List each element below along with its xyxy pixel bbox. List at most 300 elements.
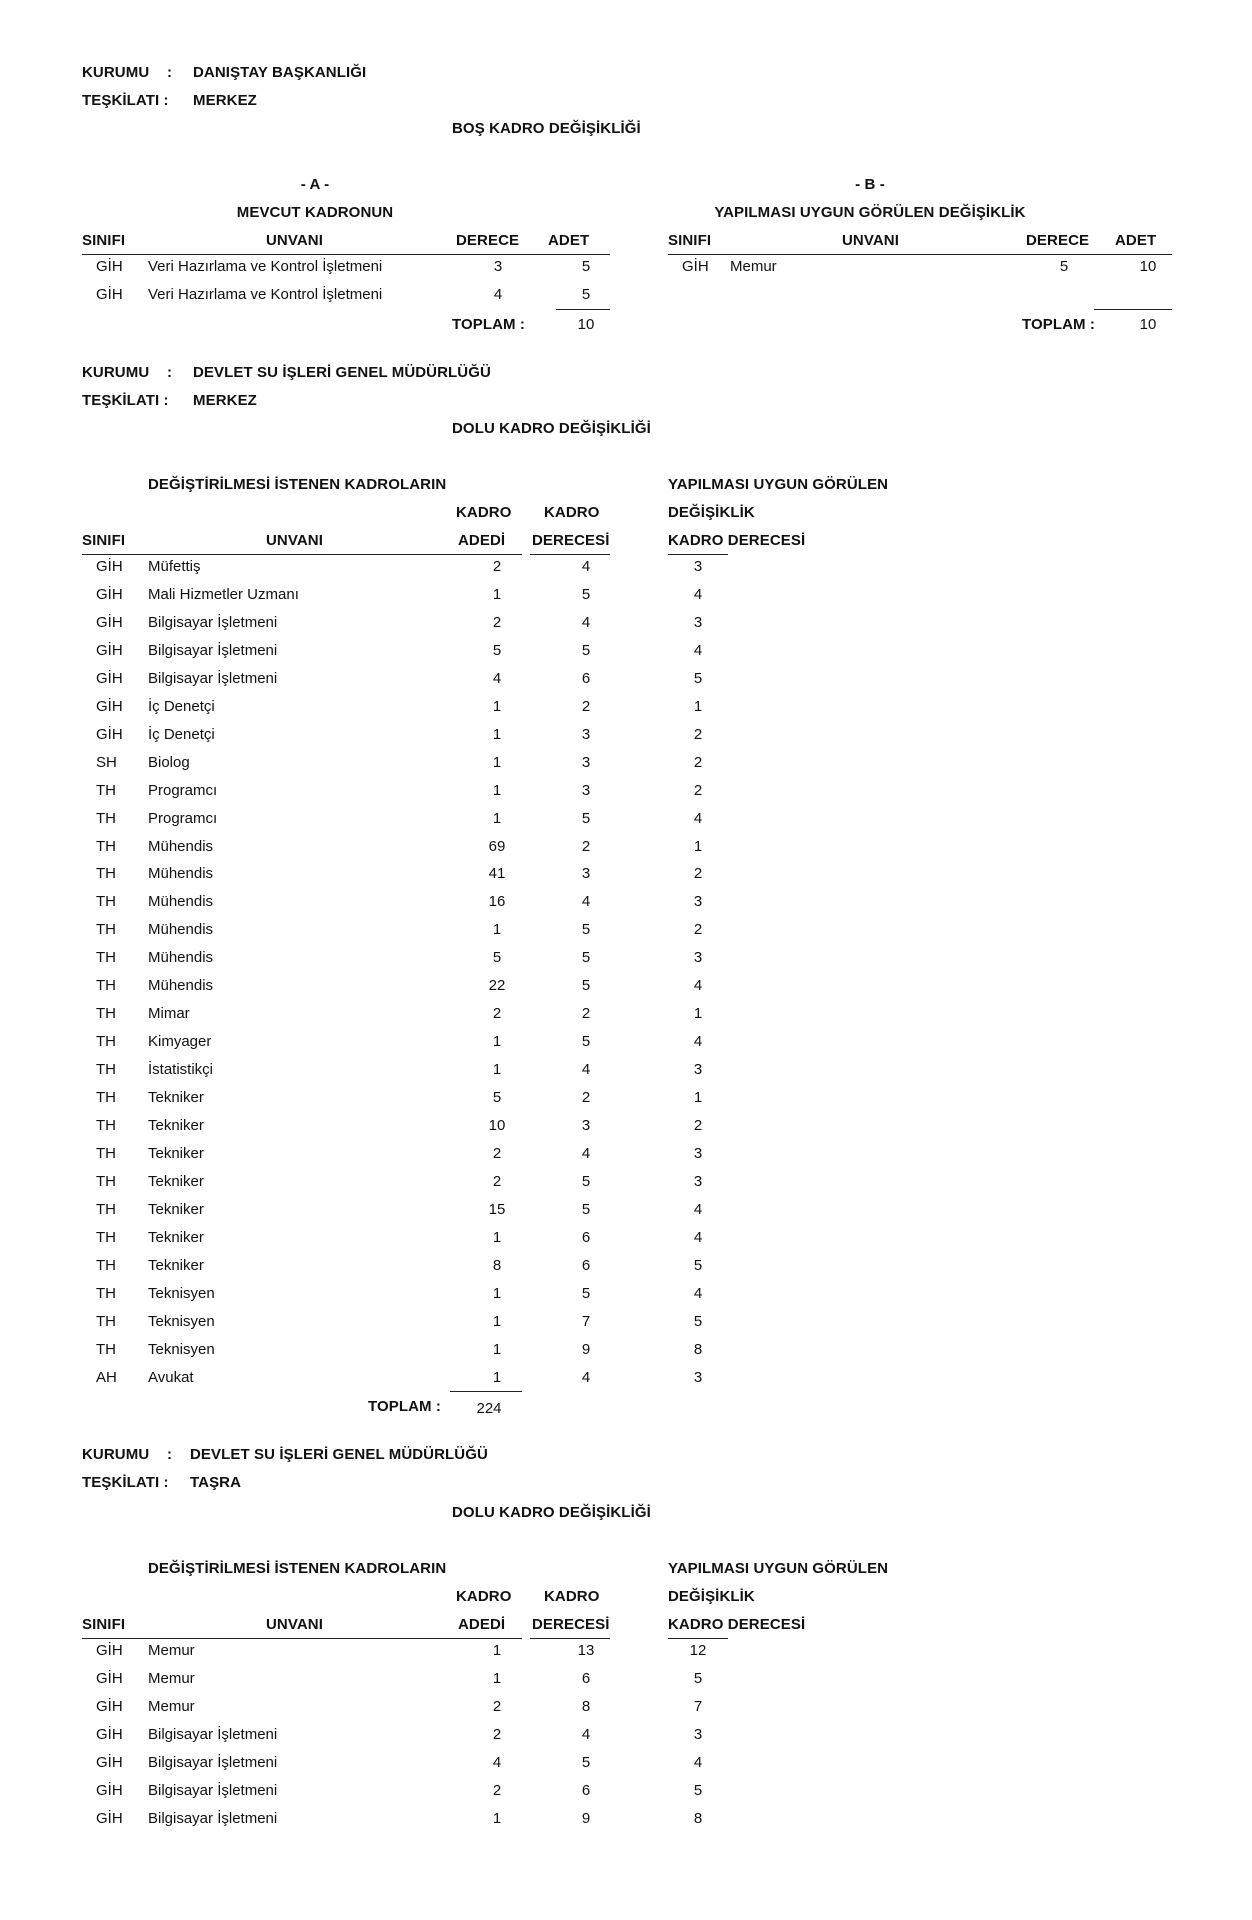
cell-sinifi: TH [96, 781, 116, 799]
cell-yeni-derece: 3 [693, 1172, 703, 1190]
cell-derecesi: 3 [581, 725, 591, 743]
table-row [0, 258, 1252, 284]
cell-yeni-derece: 5 [693, 1781, 703, 1799]
table-row [0, 810, 1252, 836]
cell-unvani: Bilgisayar İşletmeni [148, 669, 278, 687]
cell-adedi: 1 [492, 1809, 502, 1827]
cell-unvani: Memur [148, 1697, 195, 1715]
total-rule [556, 309, 610, 310]
cell-sinifi: GİH [96, 1642, 123, 1659]
cell-yeni-derece: 5 [693, 1669, 703, 1687]
cell-sinifi: GİH [96, 1809, 123, 1827]
cell-yeni-derece: 1 [693, 1089, 703, 1107]
cell-derecesi: 4 [581, 1368, 591, 1386]
cell-adedi: 1 [492, 1669, 502, 1687]
cell-adedi: 5 [492, 949, 502, 967]
kurumu-label: KURUMU [82, 364, 150, 381]
cell-derecesi: 3 [581, 753, 591, 771]
cell-unvani: Memur [148, 1642, 195, 1659]
cell-derecesi: 13 [577, 1642, 595, 1659]
cell-adedi: 1 [492, 1284, 502, 1302]
cell-unvani: Veri Hazırlama ve Kontrol İşletmeni [148, 286, 383, 303]
cell-yeni-derece: 4 [693, 585, 703, 603]
cell-adedi: 1 [492, 809, 502, 827]
cell-derecesi: 2 [581, 1089, 591, 1107]
cell-derecesi: 7 [581, 1312, 591, 1330]
right-block-title: YAPILMASI UYGUN GÖRÜLEN [668, 476, 889, 493]
cell-unvani: Mimar [148, 1005, 190, 1023]
cell-unvani: Mühendis [148, 837, 214, 855]
cell-derecesi: 5 [581, 949, 591, 967]
cell-unvani: Kimyager [148, 1033, 212, 1051]
cell-derecesi: 4 [581, 1061, 591, 1079]
col-derecesi-header: DERECESİ [532, 532, 610, 549]
cell-adedi: 69 [488, 837, 506, 855]
cell-adedi: 5 [492, 641, 502, 659]
col-sinifi-header: SINIFI [82, 232, 126, 249]
cell-sinifi: TH [96, 1200, 116, 1218]
cell-unvani: İç Denetçi [148, 725, 215, 743]
total-rule [450, 1391, 522, 1392]
cell-adedi: 2 [492, 1144, 502, 1162]
cell-yeni-derece: 4 [693, 1284, 703, 1302]
toplam-label: TOPLAM : [1022, 316, 1096, 333]
col-sinifi-header: SINIFI [668, 232, 712, 249]
col-sinifi-header: SINIFI [82, 532, 126, 549]
table-row [0, 1782, 1252, 1808]
cell-sinifi: TH [96, 1005, 116, 1023]
cell-adedi: 1 [492, 1312, 502, 1330]
cell-sinifi: TH [96, 921, 116, 939]
table-row [0, 1145, 1252, 1171]
section-title: BOŞ KADRO DEĞİŞİKLİĞİ [452, 120, 641, 137]
cell-adedi: 1 [492, 753, 502, 771]
col-kadro-header: KADRO [544, 1588, 600, 1605]
cell-sinifi: AH [96, 1368, 117, 1386]
cell-adedi: 1 [492, 1228, 502, 1246]
kurumu-label: KURUMU [82, 64, 150, 81]
kurumu-value: DEVLET SU İŞLERİ GENEL MÜDÜRLÜĞÜ [193, 364, 491, 381]
cell-sinifi: TH [96, 1061, 116, 1079]
cell-yeni-derece: 3 [693, 893, 703, 911]
cell-sinifi: TH [96, 949, 116, 967]
teskilati-label: TEŞKİLATI : [82, 92, 169, 109]
col-adedi-header: ADEDİ [458, 532, 506, 549]
cell-sinifi: GİH [96, 641, 123, 659]
table-row [0, 698, 1252, 724]
cell-sinifi: TH [96, 1284, 116, 1302]
cell-sinifi: GİH [96, 697, 123, 715]
header-rule [668, 1638, 728, 1639]
cell-derecesi: 5 [581, 585, 591, 603]
col-sinifi-header: SINIFI [82, 1616, 126, 1633]
cell-unvani: Tekniker [148, 1089, 204, 1107]
table-row [0, 1726, 1252, 1752]
cell-unvani: Bilgisayar İşletmeni [148, 1725, 278, 1743]
cell-unvani: Teknisyen [148, 1284, 215, 1302]
separator: : [167, 1446, 173, 1463]
cell-derecesi: 5 [581, 1200, 591, 1218]
cell-unvani: Bilgisayar İşletmeni [148, 1809, 278, 1827]
cell-unvani: Mühendis [148, 865, 214, 883]
table-row [0, 1810, 1252, 1836]
cell-yeni-derece: 7 [693, 1697, 703, 1715]
cell-derecesi: 8 [581, 1697, 591, 1715]
cell-sinifi: TH [96, 1340, 116, 1358]
cell-sinifi: GİH [682, 258, 709, 275]
table-row [0, 642, 1252, 668]
cell-derecesi: 9 [581, 1809, 591, 1827]
cell-unvani: Tekniker [148, 1117, 204, 1134]
cell-unvani: Tekniker [148, 1200, 204, 1218]
col-kadro-header: KADRO [456, 1588, 512, 1605]
cell-sinifi: GİH [96, 1697, 123, 1715]
table-row [0, 726, 1252, 752]
cell-adedi: 1 [492, 697, 502, 715]
part-b-title: YAPILMASI UYGUN GÖRÜLEN DEĞİŞİKLİK [714, 204, 1026, 221]
cell-adedi: 8 [492, 1256, 502, 1274]
toplam-value: 224 [476, 1400, 502, 1417]
cell-yeni-derece: 4 [693, 1753, 703, 1771]
cell-derecesi: 4 [581, 558, 591, 575]
cell-yeni-derece: 8 [693, 1809, 703, 1827]
cell-derecesi: 4 [581, 893, 591, 911]
teskilati-value: MERKEZ [193, 92, 257, 109]
section-title: DOLU KADRO DEĞİŞİKLİĞİ [452, 1504, 651, 1521]
col-adedi-header: ADEDİ [458, 1616, 506, 1633]
cell-adedi: 1 [492, 1340, 502, 1358]
cell-adedi: 2 [492, 1697, 502, 1715]
cell-derecesi: 6 [581, 669, 591, 687]
teskilati-label: TEŞKİLATI : [82, 392, 169, 409]
cell-yeni-derece: 2 [693, 1117, 703, 1134]
cell-derecesi: 4 [581, 1725, 591, 1743]
col-yeni-derece-header: KADRO DERECESİ [668, 532, 806, 549]
cell-unvani: Mühendis [148, 977, 214, 995]
cell-adedi: 1 [492, 921, 502, 939]
cell-sinifi: TH [96, 977, 116, 995]
cell-unvani: Bilgisayar İşletmeni [148, 641, 278, 659]
cell-unvani: Müfettiş [148, 558, 201, 575]
col-adet-header: ADET [1115, 232, 1157, 249]
cell-unvani: Veri Hazırlama ve Kontrol İşletmeni [148, 258, 383, 275]
col-adet-header: ADET [548, 232, 590, 249]
cell-sinifi: TH [96, 893, 116, 911]
cell-derecesi: 5 [581, 1172, 591, 1190]
cell-unvani: Memur [730, 258, 777, 275]
cell-adedi: 16 [488, 893, 506, 911]
cell-unvani: Memur [148, 1669, 195, 1687]
table-row [0, 1369, 1252, 1395]
cell-yeni-derece: 1 [693, 1005, 703, 1023]
cell-sinifi: GİH [96, 1753, 123, 1771]
cell-yeni-derece: 3 [693, 558, 703, 575]
cell-sinifi: TH [96, 1312, 116, 1330]
cell-sinifi: GİH [96, 1669, 123, 1687]
cell-adedi: 2 [492, 558, 502, 575]
cell-adedi: 1 [492, 725, 502, 743]
table-row [0, 1033, 1252, 1059]
table-row [0, 1117, 1252, 1143]
cell-yeni-derece: 4 [693, 641, 703, 659]
cell-derecesi: 3 [581, 865, 591, 883]
table-row [0, 1229, 1252, 1255]
cell-yeni-derece: 2 [693, 921, 703, 939]
cell-sinifi: TH [96, 809, 116, 827]
right-block-subtitle: DEĞİŞİKLİK [668, 504, 755, 521]
cell-sinifi: SH [96, 753, 117, 771]
cell-adedi: 4 [492, 1753, 502, 1771]
table-row [0, 1754, 1252, 1780]
cell-unvani: Bilgisayar İşletmeni [148, 1781, 278, 1799]
cell-derecesi: 9 [581, 1340, 591, 1358]
col-unvani-header: UNVANI [266, 1616, 323, 1633]
cell-sinifi: GİH [96, 286, 123, 303]
cell-sinifi: TH [96, 1033, 116, 1051]
cell-yeni-derece: 4 [693, 977, 703, 995]
cell-yeni-derece: 3 [693, 949, 703, 967]
cell-derecesi: 2 [581, 1005, 591, 1023]
table-row [0, 754, 1252, 780]
cell-yeni-derece: 3 [693, 613, 703, 631]
cell-unvani: Tekniker [148, 1144, 204, 1162]
cell-sinifi: GİH [96, 585, 123, 603]
cell-unvani: Bilgisayar İşletmeni [148, 1753, 278, 1771]
table-row [0, 1257, 1252, 1283]
col-derecesi-header: DERECESİ [532, 1616, 610, 1633]
left-block-title: DEĞİŞTİRİLMESİ İSTENEN KADROLARIN [148, 476, 447, 493]
toplam-value: 10 [1139, 316, 1157, 333]
table-row [0, 1341, 1252, 1367]
teskilati-value: MERKEZ [193, 392, 257, 409]
toplam-label: TOPLAM : [368, 1398, 442, 1415]
cell-yeni-derece: 2 [693, 753, 703, 771]
cell-derecesi: 4 [581, 1144, 591, 1162]
cell-derecesi: 6 [581, 1228, 591, 1246]
header-rule [668, 554, 728, 555]
cell-derece: 4 [493, 286, 503, 303]
cell-yeni-derece: 4 [693, 809, 703, 827]
cell-adedi: 2 [492, 1172, 502, 1190]
cell-derecesi: 4 [581, 613, 591, 631]
cell-derecesi: 2 [581, 697, 591, 715]
cell-sinifi: GİH [96, 725, 123, 743]
part-a-mark: - A - [300, 176, 330, 193]
cell-sinifi: GİH [96, 669, 123, 687]
cell-yeni-derece: 2 [693, 725, 703, 743]
right-block-subtitle: DEĞİŞİKLİK [668, 1588, 755, 1605]
cell-unvani: İstatistikçi [148, 1061, 214, 1079]
cell-adedi: 1 [492, 585, 502, 603]
table-row [0, 893, 1252, 919]
cell-unvani: Mali Hizmetler Uzmanı [148, 585, 299, 603]
table-row [0, 865, 1252, 891]
cell-adedi: 1 [492, 1642, 502, 1659]
header-rule [668, 254, 1172, 255]
cell-adet: 10 [1139, 258, 1157, 275]
cell-sinifi: TH [96, 1144, 116, 1162]
col-kadro-header: KADRO [544, 504, 600, 521]
cell-sinifi: TH [96, 1117, 116, 1134]
part-a-title: MEVCUT KADRONUN [236, 204, 394, 221]
kurumu-value: DANIŞTAY BAŞKANLIĞI [193, 64, 367, 81]
header-rule [82, 1638, 522, 1639]
cell-yeni-derece: 2 [693, 781, 703, 799]
col-unvani-header: UNVANI [266, 232, 323, 249]
cell-adet: 5 [581, 258, 591, 275]
cell-derecesi: 5 [581, 641, 591, 659]
table-row [0, 1005, 1252, 1031]
cell-derecesi: 5 [581, 1284, 591, 1302]
cell-derecesi: 5 [581, 977, 591, 995]
cell-sinifi: GİH [96, 258, 123, 275]
cell-derecesi: 6 [581, 1256, 591, 1274]
header-rule [82, 254, 610, 255]
table-row [0, 1698, 1252, 1724]
cell-sinifi: GİH [96, 1781, 123, 1799]
cell-yeni-derece: 3 [693, 1061, 703, 1079]
cell-adedi: 5 [492, 1089, 502, 1107]
cell-unvani: Programcı [148, 809, 218, 827]
cell-adedi: 22 [488, 977, 506, 995]
cell-unvani: Teknisyen [148, 1312, 215, 1330]
cell-adedi: 2 [492, 1005, 502, 1023]
table-row [0, 670, 1252, 696]
cell-derece: 5 [1059, 258, 1069, 275]
table-row [0, 1285, 1252, 1311]
cell-sinifi: GİH [96, 613, 123, 631]
left-block-title: DEĞİŞTİRİLMESİ İSTENEN KADROLARIN [148, 1560, 447, 1577]
cell-yeni-derece: 8 [693, 1340, 703, 1358]
cell-adedi: 1 [492, 781, 502, 799]
cell-sinifi: TH [96, 1256, 116, 1274]
table-row [0, 1089, 1252, 1115]
header-rule [82, 554, 522, 555]
part-b-mark: - B - [855, 176, 885, 193]
cell-adedi: 1 [492, 1033, 502, 1051]
table-row [0, 921, 1252, 947]
table-row [0, 1173, 1252, 1199]
cell-unvani: Biolog [148, 753, 190, 771]
cell-adedi: 41 [488, 865, 506, 883]
cell-sinifi: GİH [96, 1725, 123, 1743]
cell-adedi: 2 [492, 1725, 502, 1743]
col-derece-header: DERECE [1026, 232, 1090, 249]
cell-derecesi: 3 [581, 781, 591, 799]
cell-derecesi: 5 [581, 1753, 591, 1771]
section-title: DOLU KADRO DEĞİŞİKLİĞİ [452, 420, 651, 437]
cell-adedi: 15 [488, 1200, 506, 1218]
cell-yeni-derece: 3 [693, 1725, 703, 1743]
cell-adedi: 1 [492, 1368, 502, 1386]
cell-unvani: İç Denetçi [148, 697, 215, 715]
cell-adedi: 1 [492, 1061, 502, 1079]
toplam-value: 10 [577, 316, 595, 333]
cell-adedi: 4 [492, 669, 502, 687]
cell-unvani: Tekniker [148, 1228, 204, 1246]
header-rule [530, 1638, 610, 1639]
cell-derecesi: 2 [581, 837, 591, 855]
cell-yeni-derece: 1 [693, 837, 703, 855]
col-kadro-header: KADRO [456, 504, 512, 521]
cell-derecesi: 5 [581, 809, 591, 827]
cell-sinifi: TH [96, 865, 116, 883]
cell-adet: 5 [581, 286, 591, 303]
cell-adedi: 10 [488, 1117, 506, 1134]
table-row [0, 286, 1252, 312]
cell-yeni-derece: 4 [693, 1033, 703, 1051]
teskilati-value: TAŞRA [190, 1474, 242, 1491]
col-unvani-header: UNVANI [266, 532, 323, 549]
cell-derece: 3 [493, 258, 503, 275]
header-rule [530, 554, 610, 555]
cell-derecesi: 6 [581, 1781, 591, 1799]
table-row [0, 1313, 1252, 1339]
cell-unvani: Tekniker [148, 1256, 204, 1274]
col-derece-header: DERECE [456, 232, 520, 249]
cell-unvani: Mühendis [148, 949, 214, 967]
table-row [0, 1201, 1252, 1227]
table-row [0, 838, 1252, 864]
table-row [0, 586, 1252, 612]
cell-adedi: 2 [492, 613, 502, 631]
cell-unvani: Programcı [148, 781, 218, 799]
kurumu-value: DEVLET SU İŞLERİ GENEL MÜDÜRLÜĞÜ [190, 1446, 488, 1463]
cell-unvani: Mühendis [148, 921, 214, 939]
cell-yeni-derece: 2 [693, 865, 703, 883]
table-row [0, 558, 1252, 584]
cell-yeni-derece: 3 [693, 1368, 703, 1386]
cell-derecesi: 6 [581, 1669, 591, 1687]
col-unvani-header: UNVANI [842, 232, 899, 249]
cell-yeni-derece: 3 [693, 1144, 703, 1162]
table-row [0, 782, 1252, 808]
cell-unvani: Avukat [148, 1368, 194, 1386]
cell-yeni-derece: 1 [693, 697, 703, 715]
toplam-label: TOPLAM : [452, 316, 526, 333]
cell-sinifi: TH [96, 837, 116, 855]
table-row [0, 1061, 1252, 1087]
cell-yeni-derece: 5 [693, 1312, 703, 1330]
right-block-title: YAPILMASI UYGUN GÖRÜLEN [668, 1560, 889, 1577]
cell-sinifi: TH [96, 1089, 116, 1107]
table-row [0, 614, 1252, 640]
cell-derecesi: 5 [581, 921, 591, 939]
separator: : [167, 364, 173, 381]
cell-unvani: Bilgisayar İşletmeni [148, 613, 278, 631]
cell-unvani: Mühendis [148, 893, 214, 911]
table-row [0, 1642, 1252, 1668]
cell-sinifi: GİH [96, 558, 123, 575]
cell-unvani: Teknisyen [148, 1340, 215, 1358]
separator: : [167, 64, 173, 81]
cell-adedi: 2 [492, 1781, 502, 1799]
total-rule [1094, 309, 1172, 310]
cell-sinifi: TH [96, 1228, 116, 1246]
cell-yeni-derece: 5 [693, 669, 703, 687]
teskilati-label: TEŞKİLATI : [82, 1474, 169, 1491]
table-row [0, 977, 1252, 1003]
cell-yeni-derece: 5 [693, 1256, 703, 1274]
table-row [0, 1670, 1252, 1696]
table-row [0, 949, 1252, 975]
cell-yeni-derece: 12 [689, 1642, 707, 1659]
kurumu-label: KURUMU [82, 1446, 150, 1463]
cell-derecesi: 5 [581, 1033, 591, 1051]
col-yeni-derece-header: KADRO DERECESİ [668, 1616, 806, 1633]
cell-sinifi: TH [96, 1172, 116, 1190]
cell-derecesi: 3 [581, 1117, 591, 1134]
